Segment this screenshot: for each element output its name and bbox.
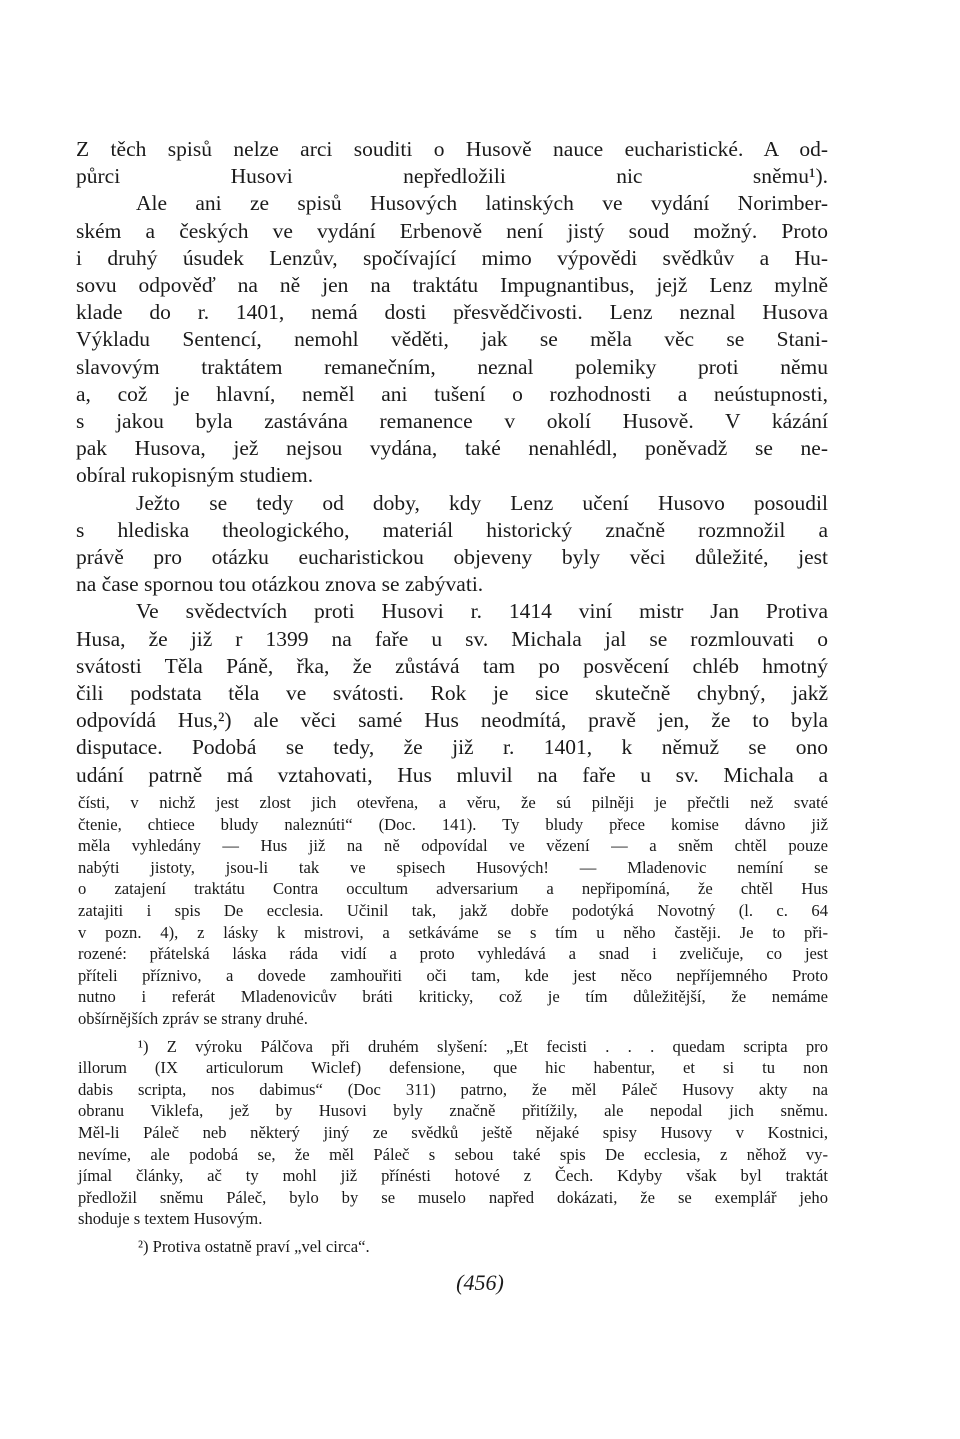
footnote-line: zatajiti i spis De ecclesia. Učinil tak, jakž dobře podotýká Novotný (l. c. 64	[78, 900, 828, 920]
text-line: půrci Husovi nepředložili nic sněmu¹).	[76, 164, 828, 189]
text-line: a, což je hlavní, neměl ani tušení o rozhodnosti a neústupnosti,	[76, 381, 828, 406]
footnote-line: ¹) Z výroku Pálčova při druhém slyšení: „Et fecisti . . . quedam scripta pro	[138, 1036, 828, 1056]
footnote-line: nabýti jistoty, jsou-li tak ve spisech Husových! — Mladenovic nemíní se	[78, 857, 828, 877]
text-line: svátosti Těla Páně, řka, že zůstává tam po posvěcení chléb hmotný	[76, 653, 828, 678]
page-number: (456)	[456, 1270, 504, 1295]
footnote-line: nevíme, ale podobá se, že měl Páleč s sebou také spis De ecclesia, z něhož vy-	[78, 1144, 828, 1164]
text-line: slavovým traktátem remanečním, neznal polemiky proti němu	[76, 354, 828, 379]
text-line: Husa, že již r 1399 na faře u sv. Michala jal se rozmlouvati o	[76, 626, 828, 651]
text-line: i druhý úsudek Lenzův, spočívající mimo výpovědi svědkův a Hu-	[76, 245, 828, 270]
text-line: Ve svědectvích proti Husovi r. 1414 viní mistr Jan Protiva	[136, 599, 828, 624]
text-line: Výkladu Sentencí, nemohl věděti, jak se měla věc se Stani-	[76, 327, 828, 352]
footnote-line: dabis scripta, nos dabimus“ (Doc 311) patrno, že měl Páleč Husovy akty na	[78, 1079, 828, 1099]
footnote-line: obšírnějších zpráv se strany druhé.	[78, 1008, 308, 1028]
footnote-line: obranu Viklefa, jež by Husovi byly značně přitížily, ale nepodal jich sněmu.	[78, 1101, 828, 1121]
text-line: čili podstata těla ve svátosti. Rok je sice skutečně chybný, jakž	[76, 681, 828, 706]
text-line: Ale ani ze spisů Husových latinských ve vydání Norimber-	[136, 191, 828, 216]
text-line: s jakou byla zastávána remanence v okolí Husově. V kázání	[76, 409, 828, 434]
text-line: s hlediska theologického, materiál historický značně rozmnožil a	[76, 517, 828, 542]
text-line: klade do r. 1401, nemá dosti přesvědčivosti. Lenz neznal Husova	[76, 300, 828, 325]
text-line: právě pro otázku eucharistickou objeveny byly věci důležité, jest	[76, 545, 828, 570]
footnote-line: jímal články, ač ty mohl již přínésti hotové z Čech. Kdyby však byl traktát	[78, 1166, 828, 1186]
footnote-line: Měl-li Páleč neb některý jiný ze svědků ještě nějaké spisy Husovy v Kostnici,	[78, 1122, 828, 1142]
footnote-line: příteli příznivo, a dovede zamhouřiti oči tam, kde jest něco nepříjemného Proto	[78, 965, 828, 985]
text-line: ském a českých ve vydání Erbenově není jistý soud možný. Proto	[76, 218, 828, 243]
footnote-line: předložil sněmu Páleč, bylo by se muselo napřed dokázati, že se exemplář jeho	[78, 1187, 828, 1207]
footnote-line: shoduje s textem Husovým.	[78, 1209, 263, 1229]
text-line: udání patrně má vztahovati, Hus mluvil na faře u sv. Michala a	[76, 762, 828, 787]
footnote-line: měla vyhledány — Hus již na ně odpovídal ve vězení — a sněm chtěl pouze	[78, 836, 828, 856]
footnote-line: illorum (IX articulorum Wiclef) defensione, que hic habentur, et si tu non	[78, 1058, 828, 1078]
footnote-line: rozené: přátelská láska ráda vidí a proto vyhledává a snad i zveličuje, co jest	[78, 944, 828, 964]
text-line: Ježto se tedy od doby, kdy Lenz učení Husovo posoudil	[136, 490, 828, 515]
text-line: obíral rukopisným studiem.	[76, 463, 314, 488]
footnote-line: v pozn. 4), z lásky k mistrovi, a setkáváme se s tím u něho častěji. Je to při-	[78, 922, 828, 942]
text-line: sovu odpověď na ně jen na traktátu Impugnantibus, jejž Lenz mylně	[76, 273, 828, 298]
text-line: odpovídá Hus,²) ale věci samé Hus neodmítá, pravě jen, že to byla	[76, 708, 828, 733]
text-line: disputace. Podobá se tedy, že již r. 1401, k němuž se ono	[76, 735, 828, 760]
footnote-line: čísti, v nichž jest zlost jich otevřena, a věru, že sú pilněji je přečtli než svaté	[78, 793, 828, 812]
footnote-line: ²) Protiva ostatně praví „vel circa“.	[138, 1236, 370, 1256]
footnote-line: nutno i referát Mladenovicův bráti kriticky, což je tím důležitější, že nemáme	[78, 987, 828, 1007]
footnote-line: o zatajení traktátu Contra occultum adversarium a nepřipomíná, že chtěl Hus	[78, 879, 828, 899]
main-text	[76, 136, 828, 789]
text-line: pak Husova, jež nejsou vydána, také nenahlédl, poněvadž se ne-	[76, 436, 828, 461]
text-line: na čase spornou tou otázkou znova se zabývati.	[76, 572, 484, 597]
footnotes	[78, 792, 828, 1257]
text-line: Z těch spisů nelze arci souditi o Husově nauce eucharistické. A od-	[76, 137, 828, 161]
footnote-line: čtenie, chtiece bludy naleznúti“ (Doc. 141). Ty bludy přece komise dávno již	[78, 814, 828, 834]
